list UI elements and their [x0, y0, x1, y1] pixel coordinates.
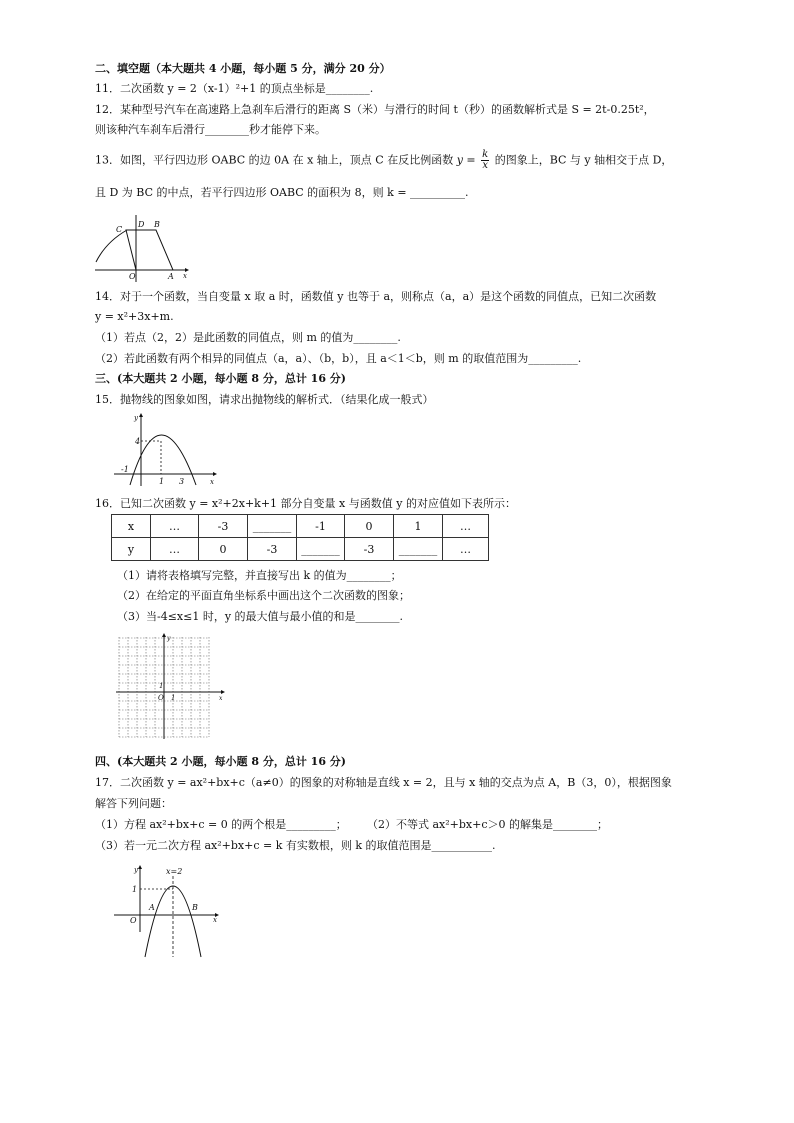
- fig15-label-y: y: [134, 414, 138, 422]
- table-cell: -3: [199, 515, 248, 538]
- question-17-line2: 解答下列问题：: [95, 797, 172, 810]
- fig17-label-1: 1: [132, 885, 138, 894]
- table-cell: -1: [297, 515, 345, 538]
- question-14-line1: 14．对于一个函数，当自变量 x 取 a 时，函数值 y 也等于 a，则称点（a，a）是这个函数的同值点，已知二次函数: [95, 290, 657, 303]
- table-cell: …: [443, 515, 489, 538]
- fig15-label-4: 4: [135, 437, 141, 446]
- fig13-label-B: B: [154, 220, 160, 229]
- question-17-line1: 17．二次函数 y = ax²+bx+c（a≠0）的图象的对称轴是直线 x = 2，且与 x 轴的交点为点 A，B（3，0），根据图象: [95, 776, 672, 789]
- value-table: [111, 514, 489, 561]
- question-12-line1: 12．某种型号汽车在高速路上急刹车后滑行的距离 S（米）与滑行的时间 t（秒）的函数解析式是 S = 2t-0.25t²，: [95, 103, 655, 116]
- fig17-label-axis: x=2: [166, 867, 183, 876]
- question-14-part1: （1）若点（2，2）是此函数的同值点，则 m 的值为________.: [95, 331, 401, 344]
- grid-x-arrow: [221, 690, 225, 694]
- question-16-part1: （1）请将表格填写完整，并直接写出 k 的值为________；: [117, 569, 402, 582]
- question-14-part2: （2）若此函数有两个相异的同值点（a，a）、（b，b），且 a＜1＜b，则 m 的取值范围为_________.: [95, 352, 582, 365]
- fig17-label-B: B: [192, 903, 198, 912]
- question-17-part2: （2）不等式 ax²+bx+c＞0 的解集是________；: [367, 818, 609, 831]
- fig17-y-arrow: [138, 865, 142, 869]
- question-17-part1: （1）方程 ax²+bx+c = 0 的两个根是_________；: [95, 818, 347, 831]
- q13-frac-den: x: [482, 160, 488, 171]
- fig17-label-A: A: [149, 903, 155, 912]
- table-cell: …: [443, 538, 489, 561]
- q13-text-pre: 13．如图，平行四边形 OABC 的边 0A 在 x 轴上，顶点 C 在反比例函数: [95, 153, 454, 167]
- q13-y-eq: y =: [456, 153, 476, 167]
- fig15-label-3: 3: [179, 477, 185, 486]
- question-11: 11．二次函数 y = 2（x-1）²+1 的顶点坐标是________.: [95, 82, 374, 95]
- fig15-x-arrow: [213, 472, 217, 476]
- question-17-part3: （3）若一元二次方程 ax²+bx+c = k 有实数根，则 k 的取值范围是___________.: [95, 839, 496, 852]
- fig13-label-x: x: [183, 272, 187, 280]
- table-cell: _______: [394, 538, 443, 561]
- table-cell: 0: [345, 515, 394, 538]
- question-16: 16．已知二次函数 y = x²+2x+k+1 部分自变量 x 与函数值 y 的对应值如下表所示：: [95, 497, 516, 510]
- grid-label-1y: 1: [159, 682, 164, 690]
- coordinate-grid: [116, 633, 226, 741]
- question-13-line1: [95, 150, 672, 171]
- fig15-label-neg1: -1: [121, 465, 129, 474]
- fig17-label-y: y: [134, 866, 138, 874]
- question-15: 15．抛物线的图象如图，请求出抛物线的解析式．（结果化成一般式）: [95, 393, 434, 406]
- q13-fraction: [481, 150, 489, 171]
- table-cell: 1: [394, 515, 443, 538]
- question-13-line2: 且 D 为 BC 的中点，若平行四边形 OABC 的面积为 8，则 k = __________.: [95, 186, 469, 199]
- fig13-label-O: O: [129, 272, 136, 281]
- grid-label-1x: 1: [171, 694, 176, 702]
- grid-label-O: O: [158, 694, 164, 702]
- table-cell: y: [112, 538, 151, 561]
- table-cell: -3: [248, 538, 297, 561]
- question-12-line2: 则该种汽车刹车后滑行________秒才能停下来。: [95, 123, 326, 136]
- table-row-x: [112, 515, 489, 538]
- table-row-y: [112, 538, 489, 561]
- section-3-header: 三、(本大题共 2 小题，每小题 8 分，总计 16 分): [95, 372, 347, 385]
- fig13-label-C: C: [116, 225, 123, 234]
- table-cell: _______: [297, 538, 345, 561]
- table-cell: 0: [199, 538, 248, 561]
- figure-17-parabola: [112, 862, 224, 958]
- table-cell: …: [151, 538, 199, 561]
- question-14-line2: y = x²+3x+m.: [95, 310, 174, 323]
- fig15-y-arrow: [139, 413, 143, 417]
- q13-text-post: 的图象上，BC 与 y 轴相交于点 D，: [494, 153, 673, 167]
- fig15-label-x: x: [210, 478, 214, 486]
- fig17-label-O: O: [130, 916, 137, 925]
- question-16-part3: （3）当-4≤x≤1 时，y 的最大值与最小值的和是________.: [117, 610, 404, 623]
- table-cell: -3: [345, 538, 394, 561]
- fig13-hyperbola: [96, 230, 127, 262]
- grid-label-y: y: [167, 635, 171, 642]
- grid-y-arrow: [162, 633, 166, 637]
- figure-13-parallelogram: [92, 212, 192, 284]
- question-16-part2: （2）在给定的平面直角坐标系中画出这个二次函数的图象；: [117, 589, 410, 602]
- figure-15-parabola: [112, 410, 222, 490]
- table-cell: _______: [248, 515, 297, 538]
- section-4-header: 四、(本大题共 2 小题，每小题 8 分，总计 16 分): [95, 755, 347, 768]
- fig17-label-x: x: [213, 916, 217, 924]
- table-cell: x: [112, 515, 151, 538]
- fig15-label-1: 1: [159, 477, 165, 486]
- section-2-header: 二、填空题（本大题共 4 小题，每小题 5 分，满分 20 分）: [95, 62, 391, 75]
- fig13-parallelogram: [126, 230, 173, 270]
- fig13-label-D: D: [138, 220, 145, 229]
- q13-frac-num: k: [482, 149, 489, 160]
- table-cell: …: [151, 515, 199, 538]
- grid-label-x: x: [219, 695, 223, 702]
- fig13-label-A: A: [168, 272, 174, 281]
